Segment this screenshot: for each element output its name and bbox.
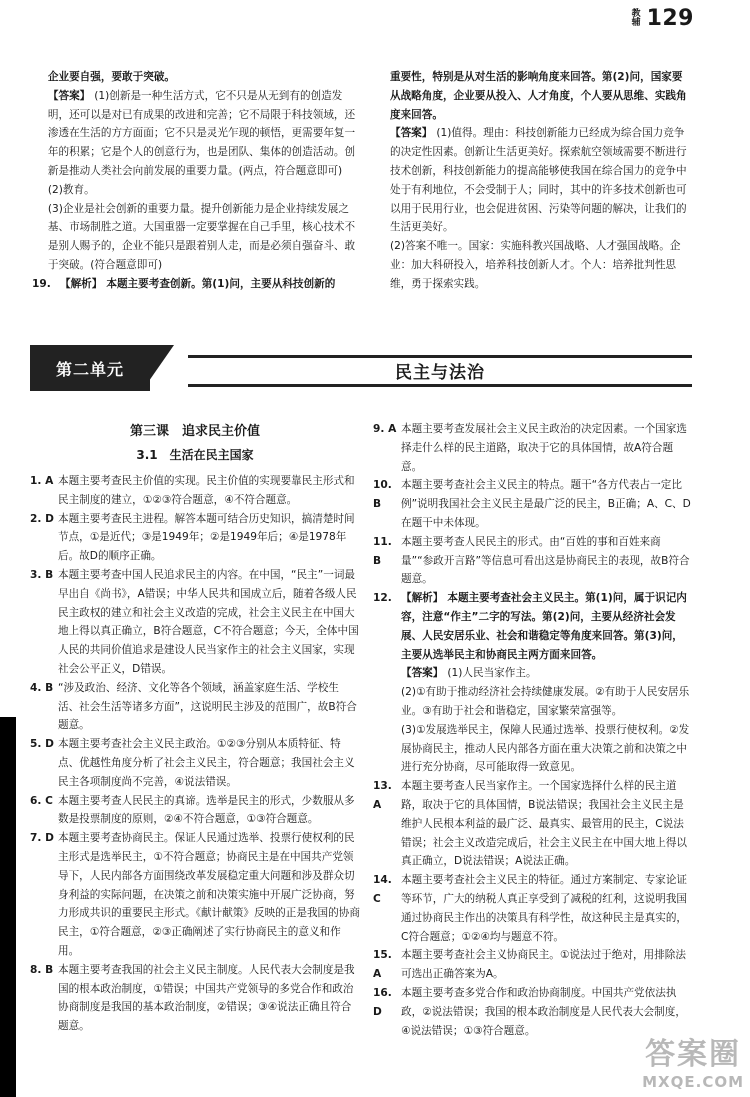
question-text: 本题主要考查民主价值的实现。民主价值的实现要靠民主形式和民主制度的建立，①②③符合题意，④不符合题意。 [58, 475, 355, 506]
question-number: 10. B [373, 479, 392, 511]
question-item [373, 946, 691, 984]
question-text: 本题主要考查人民当家作主。一个国家选择什么样的民主道路，取决于它的具体国情，B说法错误；我国社会主义民主是维护人民根本利益的最广泛、最真实、最管用的民主，C说法错误；社会主义改造完成后，社会主义民主在中国大地上得以真正确立，D说法错误；A说法正确。 [401, 780, 688, 868]
question-number: 7. D [30, 832, 54, 845]
question-item [373, 533, 691, 589]
lower-right-column [373, 420, 691, 1040]
answer-label: 【答案】 [47, 89, 91, 102]
question-item [30, 510, 360, 566]
question-number: 8. B [30, 963, 54, 976]
question-text: 本题主要考查中国人民追求民主的内容。在中国，“民主”一词最早出自《尚书》，A错误；中华人民共和国成立后，随着各级人民民主政权的建立和社会主义改造的完成，社会主义民主在中国大地上得以真正确立，B符合题意，C不符合题意；今天，全体中国人民的共同价值追求是建设人民当家作主的社会主义国家，实现社会公平正义，D错误。 [58, 568, 359, 675]
unit-banner [30, 345, 692, 391]
watermark [642, 1029, 744, 1091]
question-number: 4. B [30, 681, 54, 694]
question-item [373, 871, 691, 946]
question-item [373, 777, 691, 871]
page-number: 129 [646, 6, 694, 31]
answer-text-3: (3)企业是社会创新的重要力量。提升创新能力是企业持续发展之基、市场制胜之道。大国重器一定要掌握在自己手里，核心技术不是别人赐予的，企业不能只是跟着别人走，而是必须自强奋斗、敢于突破。(符合题意即可) [47, 202, 356, 271]
answer-text-2: (2)教育。 [47, 183, 95, 196]
question-text: 本题主要考查多党合作和政治协商制度。中国共产党依法执政，②说法错误；我国的根本政治制度是人民代表大会制度，④说法错误；①③符合题意。 [401, 986, 686, 1037]
question-number: 15. A [373, 949, 392, 981]
question-item [30, 472, 360, 510]
q19-row [32, 275, 362, 294]
question-number: 9. A [373, 423, 397, 435]
question-item [30, 961, 360, 1036]
question-item [30, 829, 360, 961]
question-text: 本题主要考查社会主义民主。第(1)问，属于识记内容，注意“作主”二字的写法。第(2)问，主要从经济社会发展、人民安居乐业、社会和谐稳定等角度来回答。第(3)问，主要从选举民主和协商民主两方面来回答。 [401, 592, 687, 661]
question-text: “涉及政治、经济、文化等各个领域，涵盖家庭生活、学校生活、社会生活等诸多方面”，这说明民主涉及的范围广，故B符合题意。 [58, 681, 357, 732]
question-number: 1. A [30, 475, 54, 487]
question-text: 本题主要考查人民民主的真谛。选举是民主的形式，少数服从多数是投票制度的原则，②④不符合题意，①③符合题意。 [58, 794, 355, 826]
q19-label: 【解析】 [60, 277, 103, 290]
answer-line: (3)①发展选举民主，保障人民通过选举、投票行使权利。②发展协商民主，推动人民内部各方面在重大决策之前和决策之中进行充分协商，尽可能取得一致意见。 [401, 723, 690, 774]
question-item [30, 679, 360, 735]
continued-analysis: 重要性，特别是从对生活的影响角度来回答。第(2)问，国家要从战略角度，企业要从投入、人才角度，个人要从思维、实践角度来回答。 [390, 71, 687, 121]
question-text: 本题主要考查社会主义民主的特点。题干“各方代表占一定比例”说明我国社会主义民主是最广泛的民主，B正确；A、C、D在题干中未体现。 [401, 479, 691, 529]
watermark-line-2: MXQE.COM [642, 1073, 744, 1091]
answer-right-1: (1)值得。理由：科技创新能力已经成为综合国力竞争的决定性因素。创新让生活更美好。探索航空领域需要不断进行技术创新，科技创新能力的提高能够使我国在综合国力的竞争中处于有利地位，不会受制于人；同时，其中的许多技术创新也可以用于民用行业，也会促进贫困、污染等问题的解决，让我们的生活更美好。 [390, 127, 687, 234]
question-number: 11. B [373, 535, 392, 567]
unit-label: 第二单元 [30, 345, 150, 391]
question-text: 本题主要考查社会主义民主政治。①②③分别从本质特征、特点、优越性角度分析了社会主义民主，符合题意；我国社会主义民主各项制度尚不完善，④说法错误。 [58, 738, 355, 788]
answer-line: (1)人民当家作主。 [447, 667, 537, 680]
question-text: 本题主要考查发展社会主义民主政治的决定因素。一个国家选择走什么样的民主道路，取决于它的具体国情，故A符合题意。 [401, 423, 688, 473]
question-text: 本题主要考查民主进程。解答本题可结合历史知识，搞清楚时间节点，①是近代；③是1949年；②是1949年后；④是1978年后。故D的顺序正确。 [58, 512, 355, 563]
question-item [30, 792, 360, 830]
lesson-title: 第三课 追求民主价值 [129, 424, 260, 439]
q19-text: 本题主要考查创新。第(1)问，主要从科技创新的 [106, 277, 336, 290]
answer-block [373, 664, 691, 777]
continued-text: 企业要自强，要敢于突破。 [47, 71, 176, 83]
question-number: 2. D [30, 512, 54, 525]
question-text: 本题主要考查我国的社会主义民主制度。人民代表大会制度是我国的根本政治制度，①错误；中国共产党领导的多党合作和政治协商制度是我国的基本政治制度，②错误；③④说法正确且符合题意。 [58, 963, 355, 1033]
banner-slash [142, 345, 174, 391]
analysis-label: 【解析】 [401, 592, 444, 605]
page-tag: 教辅 [631, 8, 641, 28]
question-number: 6. C [30, 794, 53, 807]
scan-edge-shadow [0, 717, 16, 1097]
answer-right-2: (2)答案不唯一。国家：实施科教兴国战略、人才强国战略。企业：加大科研投入，培养科技创新人才。个人：培养批判性思维，勇于探索实践。 [390, 240, 681, 290]
page-number-area [632, 6, 694, 31]
question-item [30, 735, 360, 791]
answer-label: 【答案】 [401, 667, 444, 680]
answer-line: (2)①有助于推动经济社会持续健康发展。②有助于人民安居乐业。③有助于社会和谐稳定，国家繁荣富强等。 [401, 686, 690, 717]
watermark-line-1: 答案圈 [645, 1037, 742, 1072]
question-item [373, 476, 691, 532]
question-number: 3. B [30, 568, 54, 581]
question-text: 本题主要考查社会主义民主的特征。通过方案制定、专家论证等环节，广大的纳税人真正享受到了减税的红利，这说明我国通过协商民主作出的决策具有科学性，故这种民主是真实的，C符合题意；①②④均与题意不符。 [401, 874, 688, 943]
question-text: 本题主要考查社会主义协商民主。①说法过于绝对，用排除法可选出正确答案为A。 [401, 949, 686, 981]
lower-left-column [30, 420, 360, 1036]
answer-text-1: (1)创新是一种生活方式，它不只是从无到有的创造发明，还可以是对已有成果的改进和完善；它不局限于科技领域，还渗透在生活的方方面面；它不只是灵光乍现的顿悟，更需要年复一年的积累；它是个人的创意行为，也是团队、集体的创造活动。创新是推动人类社会向前发展的重要力量。(两点，符合题意即可) [47, 89, 356, 177]
top-right-column [390, 68, 690, 294]
question-item [373, 589, 691, 664]
question-number: 5. D [30, 738, 54, 751]
question-item [30, 566, 360, 679]
question-item [373, 420, 691, 476]
question-number: 16. D [373, 986, 392, 1018]
question-text: 本题主要考查人民民主的形式。由“百姓的事和百姓来商量”“参政开言路”等信息可看出这是协商民主的表现，故B符合题意。 [401, 535, 690, 586]
q19-number: 19. [32, 277, 51, 290]
question-number: 12. [373, 592, 392, 605]
question-number: 13. A [373, 780, 392, 811]
answer-label-right: 【答案】 [390, 127, 433, 140]
top-left-column [32, 68, 362, 294]
question-number: 14. C [373, 874, 392, 905]
unit-title: 民主与法治 [395, 363, 485, 383]
section-title: 3.1 生活在民主国家 [136, 448, 254, 462]
question-text: 本题主要考查协商民主。保证人民通过选举、投票行使权利的民主形式是选举民主，①不符合题意；协商民主是在中国共产党领导下，人民内部各方面围绕改革发展稳定重大问题和涉及群众切身利益的实际问题，在决策之前和决策实施中开展广泛协商，努力形成共识的重要民主形式。《献计献策》反映的正是我国的协商民主，①符合题意，②③正确阐述了实行协商民主的意义和作用。 [58, 832, 360, 957]
